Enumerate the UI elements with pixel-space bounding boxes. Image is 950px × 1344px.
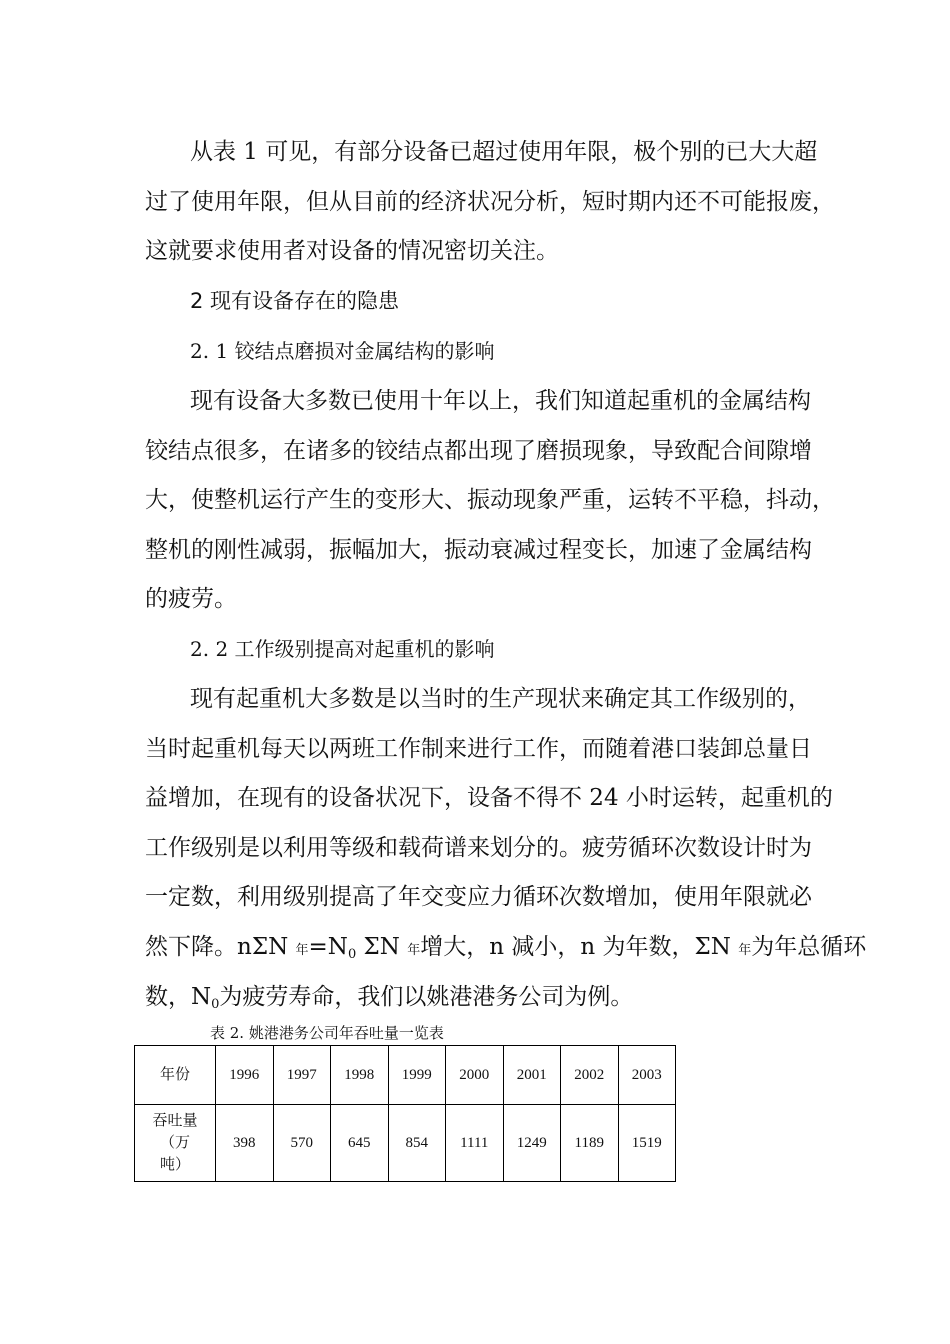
formula-text-3: ΣN xyxy=(356,934,408,960)
formula-subscript-year-2: 年 xyxy=(407,943,421,958)
line-7-text-1: 数，N xyxy=(145,984,212,1010)
paragraph-1-line-1: 从表 1 可见，有部分设备已超过使用年限，极个别的已大大超 xyxy=(190,139,818,165)
year-cell: 2003 xyxy=(618,1046,676,1105)
formula-text-2: =N xyxy=(308,934,348,960)
value-cell: 1519 xyxy=(618,1105,676,1182)
value-cell: 1249 xyxy=(503,1105,561,1182)
line-7-text-2: 为疲劳寿命，我们以姚港港务公司为例。 xyxy=(219,984,634,1010)
section-2-2-heading: 2. 2 工作级别提高对起重机的影响 xyxy=(190,637,495,661)
paragraph-2-line-2: 铰结点很多，在诸多的铰结点都出现了磨损现象，导致配合间隙增 xyxy=(145,438,812,464)
year-cell: 2001 xyxy=(503,1046,561,1105)
paragraph-2-line-1: 现有设备大多数已使用十年以上，我们知道起重机的金属结构 xyxy=(190,388,811,414)
paragraph-2-line-4: 整机的刚性减弱，振幅加大，振动衰减过程变长，加速了金属结构 xyxy=(145,537,812,563)
paragraph-2-line-5: 的疲劳。 xyxy=(145,586,237,612)
formula-subscript-zero: 0 xyxy=(347,947,357,962)
paragraph-3-line-2: 当时起重机每天以两班工作制来进行工作，而随着港口装卸总量日 xyxy=(145,736,812,762)
row-label-line-3: 吨） xyxy=(159,1157,190,1173)
year-cell: 2000 xyxy=(446,1046,504,1105)
value-cell: 1189 xyxy=(561,1105,619,1182)
paragraph-3-line-3: 益增加，在现有的设备状况下，设备不得不 24 小时运转，起重机的 xyxy=(145,785,833,811)
table-data-row xyxy=(135,1105,676,1182)
row-label-line-2: （万 xyxy=(159,1135,190,1151)
row-label-line-1: 吞吐量 xyxy=(152,1113,198,1129)
header-label-year: 年份 xyxy=(135,1046,216,1105)
section-2-heading: 2 现有设备存在的隐患 xyxy=(190,289,400,313)
value-cell: 854 xyxy=(388,1105,446,1182)
formula-subscript-year-1: 年 xyxy=(295,943,309,958)
paragraph-3-line-4: 工作级别是以利用等级和载荷谱来划分的。疲劳循环次数设计时为 xyxy=(145,835,812,861)
formula-text-5: 为年总循环 xyxy=(751,934,867,960)
line-7-subscript-zero: 0 xyxy=(211,997,220,1012)
row-label-throughput xyxy=(135,1105,216,1182)
throughput-table xyxy=(134,1045,676,1182)
paragraph-3-line-7 xyxy=(145,982,633,1020)
table-header-row xyxy=(135,1046,676,1105)
formula-text-4: 增大，n 减小，n 为年数，ΣN xyxy=(420,934,739,960)
year-cell: 1996 xyxy=(216,1046,274,1105)
value-cell: 645 xyxy=(331,1105,389,1182)
paragraph-3-line-6 xyxy=(145,932,866,970)
paragraph-1-line-2: 过了使用年限，但从目前的经济状况分析，短时期内还不可能报废， xyxy=(145,189,835,215)
year-cell: 1997 xyxy=(273,1046,331,1105)
paragraph-3-line-1: 现有起重机大多数是以当时的生产现状来确定其工作级别的， xyxy=(190,686,811,712)
value-cell: 398 xyxy=(216,1105,274,1182)
year-cell: 1998 xyxy=(331,1046,389,1105)
paragraph-3-line-5: 一定数，利用级别提高了年交变应力循环次数增加，使用年限就必 xyxy=(145,884,812,910)
year-cell: 1999 xyxy=(388,1046,446,1105)
paragraph-1-line-3: 这就要求使用者对设备的情况密切关注。 xyxy=(145,238,559,264)
value-cell: 570 xyxy=(273,1105,331,1182)
section-2-1-heading: 2. 1 铰结点磨损对金属结构的影响 xyxy=(190,339,495,363)
formula-text-1: 然下降。nΣN xyxy=(145,934,296,960)
paragraph-2-line-3: 大，使整机运行产生的变形大、振动现象严重，运转不平稳，抖动， xyxy=(145,487,835,513)
year-cell: 2002 xyxy=(561,1046,619,1105)
value-cell: 1111 xyxy=(446,1105,504,1182)
formula-subscript-year-3: 年 xyxy=(738,943,752,958)
table-caption: 表 2. 姚港港务公司年吞吐量一览表 xyxy=(210,1024,444,1042)
